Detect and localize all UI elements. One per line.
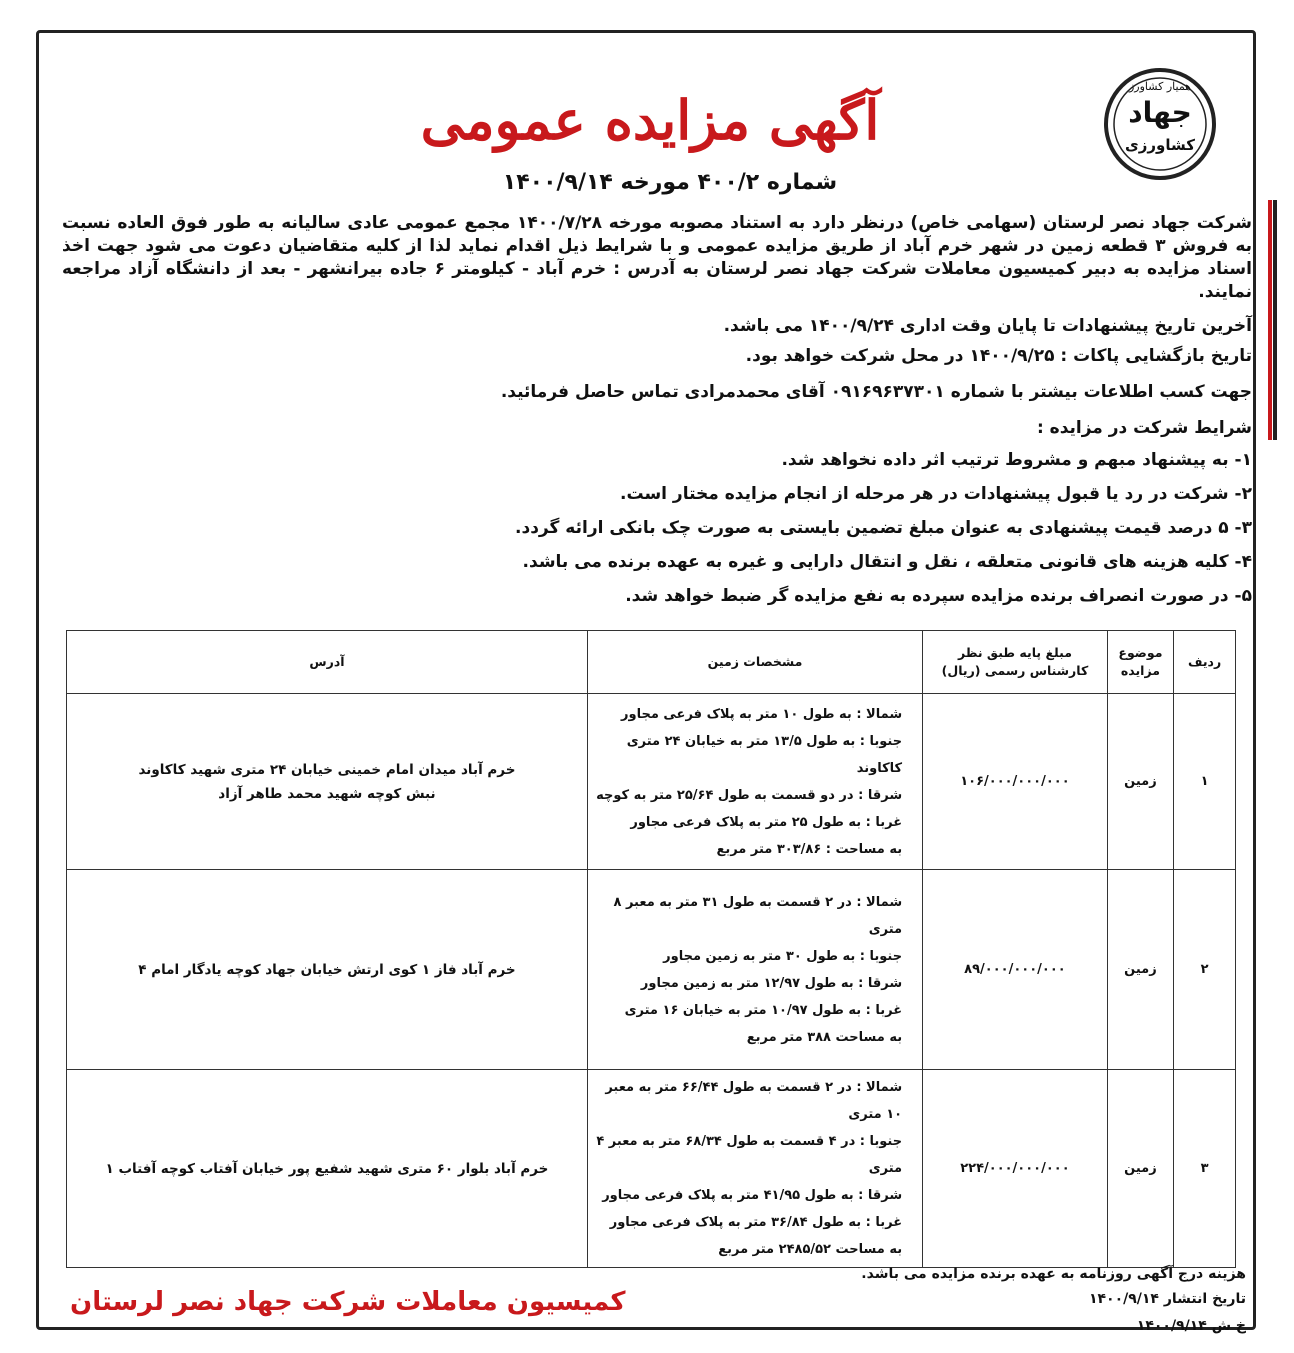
condition-item: ۴- کلیه هزینه های قانونی متعلقه ، نقل و انتقال دارایی و غیره به عهده برنده می باشد. (522, 552, 1252, 572)
spec-line: شمالا : به طول ۱۰ متر به پلاک فرعی مجاور (621, 706, 903, 722)
spec-line: جنوبا : به طول ۳۰ متر به زمین مجاور (663, 948, 903, 964)
logo-brand: جهاد (1128, 96, 1192, 129)
conditions-heading: شرایط شرکت در مزایده : (1036, 418, 1252, 438)
cell-mowzoo: زمین (1107, 694, 1173, 870)
header-radif: ردیف (1174, 631, 1236, 694)
header-addr: آدرس (67, 631, 588, 694)
spec-line: شمالا : در ۲ قسمت به طول ۶۶/۴۴ متر به معبر ۱۰ متری (605, 1080, 903, 1122)
header-mablagh: مبلغ پایه طبق نظر کارشناس رسمی (ریال) (923, 631, 1108, 694)
contact-line: جهت کسب اطلاعات بیشتر با شماره ۰۹۱۶۹۶۳۷۳۰۱ آقای محمدمرادی تماس حاصل فرمائید. (500, 382, 1252, 402)
cell-spec (587, 694, 922, 870)
spec-line: به مساحت ۲۴۸۵/۵۲ متر مربع (718, 1242, 903, 1257)
spec-line: غربا : به طول ۲۵ متر به پلاک فرعی مجاور (630, 814, 903, 830)
cell-radif: ۱ (1174, 694, 1236, 870)
deadline-line: آخرین تاریخ پیشنهادات تا پایان وقت اداری ۱۴۰۰/۹/۲۴ می باشد. (723, 316, 1252, 336)
auction-table (66, 630, 1236, 1268)
addr-line: نبش کوچه شهید محمد طاهر آزاد (218, 785, 436, 802)
cell-radif: ۳ (1174, 1070, 1236, 1268)
spec-line: غربا : به طول ۳۶/۸۴ متر به پلاک فرعی مجاور (609, 1215, 903, 1230)
spec-line: غربا : به طول ۱۰/۹۷ متر به خیابان ۱۶ متری (624, 1002, 903, 1018)
spec-line: جنوبا : به طول ۱۳/۵ متر به خیابان ۲۴ متری کاکاوند (626, 733, 903, 776)
spec-line: جنوبا : در ۴ قسمت به طول ۶۸/۳۴ متر به معبر ۴ متری (596, 1134, 903, 1176)
condition-item: ۳- ۵ درصد قیمت پیشنهادی به عنوان مبلغ تضمین بایستی به صورت چک بانکی ارائه گردد. (515, 518, 1252, 538)
cell-spec (587, 1070, 922, 1268)
cell-mablagh: ۱۰۶/۰۰۰/۰۰۰/۰۰۰ (923, 694, 1108, 870)
jahad-logo (1100, 58, 1220, 188)
spec-line: به مساحت ۳۸۸ متر مربع (746, 1029, 903, 1045)
publish-date: تاریخ انتشار ۱۴۰۰/۹/۱۴ (1088, 1291, 1246, 1307)
intro-paragraph: شرکت جهاد نصر لرستان (سهامی خاص) درنظر دارد به استناد مصوبه مورخه ۱۴۰۰/۷/۲۸ مجمع عمومی عادی سالیانه به طور فوق العاده نسبت به فروش ۳ قطعه زمین در شهر خرم آباد از طریق مزایده عمومی و با شرایط ذیل اقدام نماید لذا از کلیه متقاضیان دعوت می شود جهت اخذ اسناد مزایده به دبیر کمیسیون معاملات شرکت جهاد نصر لرستان به آدرس : خرم آباد - کیلومتر ۶ جاده بیرانشهر - بعد از دانشگاه آزاد مراجعه نمایند. (62, 213, 1253, 302)
condition-item: ۵- در صورت انصراف برنده مزایده سپرده به نفع مزایده گر ضبط خواهد شد. (625, 586, 1252, 606)
side-stripe-decoration (1268, 200, 1278, 440)
signature: کمیسیون معاملات شرکت جهاد نصر لرستان (70, 1287, 626, 1317)
addr-line: خرم آباد فاز ۱ کوی ارتش خیابان جهاد کوچه یادگار امام ۴ (138, 961, 516, 978)
logo-top-text: همیار کشاورز (1129, 80, 1191, 93)
spec-line: شرقا : به طول ۱۲/۹۷ متر به زمین مجاور (640, 975, 903, 991)
opening-line: تاریخ بازگشایی پاکات : ۱۴۰۰/۹/۲۵ در محل شرکت خواهد بود. (745, 346, 1252, 366)
cell-mablagh: ۲۲۴/۰۰۰/۰۰۰/۰۰۰ (923, 1070, 1108, 1268)
header-spec: مشخصات زمین (587, 631, 922, 694)
publication-code: خ ش ۱۴۰۰/۹/۱۴ (1136, 1318, 1246, 1334)
condition-item: ۱- به پیشنهاد مبهم و مشروط ترتیب اثر داده نخواهد شد. (781, 450, 1252, 470)
table-row (67, 1070, 1236, 1268)
cell-spec (587, 870, 922, 1070)
spec-line: شرقا : در دو قسمت به طول ۲۵/۶۴ متر به کوچه (596, 787, 903, 803)
addr-line: خرم آباد بلوار ۶۰ متری شهید شفیع پور خیابان آفتاب کوچه آفتاب ۱ (105, 1160, 549, 1177)
table-header-row (67, 631, 1236, 694)
cell-mowzoo: زمین (1107, 1070, 1173, 1268)
cell-mowzoo: زمین (1107, 870, 1173, 1070)
table-row (67, 870, 1236, 1070)
addr-line: خرم آباد میدان امام خمینی خیابان ۲۴ متری شهید کاکاوند (138, 761, 516, 778)
cell-addr (67, 1070, 588, 1268)
spec-line: شرقا : به طول ۴۱/۹۵ متر به پلاک فرعی مجاور (602, 1188, 903, 1203)
header-mowzoo: موضوع مزایده (1107, 631, 1173, 694)
page-title: آگهی مزایده عمومی (420, 88, 880, 152)
cell-addr (67, 870, 588, 1070)
notice-number: شماره ۴۰۰/۲ مورخه ۱۴۰۰/۹/۱۴ (502, 170, 838, 195)
cell-mablagh: ۸۹/۰۰۰/۰۰۰/۰۰۰ (923, 870, 1108, 1070)
cell-radif: ۲ (1174, 870, 1236, 1070)
condition-item: ۲- شرکت در رد یا قبول پیشنهادات در هر مرحله از انجام مزایده مختار است. (620, 484, 1252, 504)
table-row (67, 694, 1236, 870)
spec-line: شمالا : در ۲ قسمت به طول ۳۱ متر به معبر ۸ متری (613, 894, 903, 937)
cell-addr (67, 694, 588, 870)
logo-brand-sub: کشاورزی (1125, 136, 1195, 154)
spec-line: به مساحت : ۳۰۳/۸۶ متر مربع (716, 841, 903, 857)
footer-note: هزینه درج آگهی روزنامه به عهده برنده مزایده می باشد. (861, 1266, 1246, 1282)
